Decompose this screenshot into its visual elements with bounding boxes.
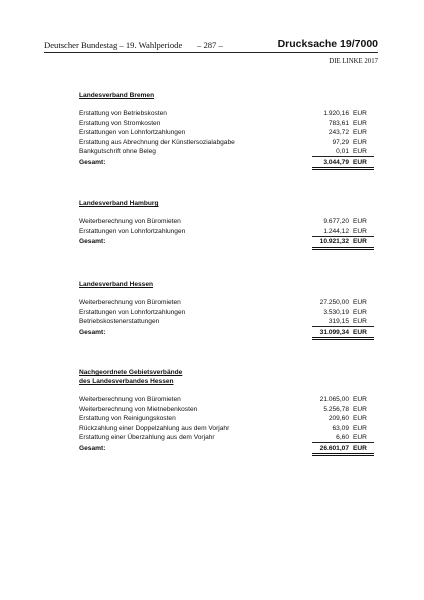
item-label: Weiterberechnung von Büromieten [79,299,181,306]
item-currency: EUR [353,129,367,136]
item-label: Rückzahlung einer Doppelzahlung aus dem Vorjahr [79,424,230,432]
item-amount: 63,09 [332,424,349,432]
item-amount: 209,60 [328,415,349,422]
item-label: Bankgutschrift ohne Beleg [79,148,156,155]
total-amount: 3.044,79 [323,158,349,166]
item-amount: 1.920,16 [323,110,349,117]
item-currency: EUR [353,227,367,235]
list-item [79,119,374,129]
item-amount: 5.256,78 [323,405,349,413]
item-label: Erstattung einer Überzahlung aus dem Vorjahr [79,434,215,441]
party-label: DIE LINKE 2017 [329,58,378,65]
total-amount: 26.601,07 [319,444,349,452]
item-amount: 783,61 [328,119,349,127]
total-label: Gesamt: [79,444,106,452]
section-title: Landesverband Hessen [79,281,154,288]
total-row [79,444,374,454]
total-currency: EUR [353,328,367,336]
total-amount: 31.099,34 [319,328,349,336]
item-amount: 3.530,19 [323,308,349,316]
total-double-rule [312,247,374,250]
document-number: Drucksache 19/7000 [277,38,378,50]
total-double-rule [312,453,374,456]
item-label: Erstattungen von Lohnfortzahlungen [79,308,186,316]
item-amount: 1.244,12 [323,227,349,235]
item-label: Erstattung von Betriebskosten [79,110,167,117]
item-label: Betriebskostenerstattungen [79,318,160,325]
section-title: Landesverband Hamburg [79,200,159,207]
item-currency: EUR [353,299,367,306]
list-item [79,128,374,138]
total-row [79,328,374,338]
item-label: Erstattungen von Lohnfortzahlungen [79,129,186,136]
item-amount: 0,01 [336,148,349,155]
list-item [79,414,374,424]
total-label: Gesamt: [79,328,106,336]
item-currency: EUR [353,148,367,155]
list-item [79,308,374,318]
item-currency: EUR [353,434,367,441]
item-currency: EUR [353,119,367,127]
total-double-rule [312,167,374,170]
item-amount: 319,15 [328,318,349,325]
item-label: Erstattung von Reinigungskosten [79,415,176,422]
running-header-left: Deutscher Bundestag – 19. Wahlperiode [44,40,183,50]
item-label: Erstattung aus Abrechnung der Künstlersozialabgabe [79,138,235,146]
item-label: Weiterberechnung von Büromieten [79,396,181,403]
item-amount: 243,72 [328,129,349,136]
item-currency: EUR [353,138,367,146]
item-amount: 21.065,00 [319,396,349,403]
list-item [79,217,374,227]
total-double-rule [312,337,374,340]
list-item [79,424,374,434]
item-currency: EUR [353,110,367,117]
total-row [79,237,374,247]
list-item [79,109,374,119]
section-title-line-1: Nachgeordnete Gebietsverbände [79,369,183,376]
header-rule [44,52,378,53]
total-label: Gesamt: [79,158,106,166]
item-amount: 97,29 [332,138,349,146]
section-title: Landesverband Bremen [79,92,155,99]
item-currency: EUR [353,424,367,432]
section-hessen [79,280,374,340]
item-label: Erstattungen von Lohnfortzahlungen [79,227,186,235]
item-label: Weiterberechnung von Mietnebenkosten [79,405,198,413]
item-amount: 27.250,00 [319,299,349,306]
item-currency: EUR [353,308,367,316]
item-amount: 6,60 [336,434,349,441]
section-title-line-2: des Landesverbandes Hessen [79,378,174,385]
total-row [79,158,374,168]
item-currency: EUR [353,396,367,403]
item-label: Weiterberechnung von Büromieten [79,218,181,225]
section-gebietsverbaende-hessen [79,368,374,456]
list-item [79,138,374,148]
list-item [79,405,374,415]
total-currency: EUR [353,238,367,245]
item-label: Erstattung von Stromkosten [79,119,161,127]
section-hamburg [79,199,374,250]
item-currency: EUR [353,415,367,422]
total-amount: 10.921,32 [319,238,349,245]
total-currency: EUR [353,444,367,452]
page-number: – 287 – [197,40,223,50]
list-item [79,395,374,405]
item-currency: EUR [353,218,367,225]
item-currency: EUR [353,405,367,413]
total-label: Gesamt: [79,238,106,245]
item-amount: 9.677,20 [323,218,349,225]
list-item [79,298,374,308]
item-currency: EUR [353,318,367,325]
total-currency: EUR [353,158,367,166]
section-bremen [79,91,374,170]
